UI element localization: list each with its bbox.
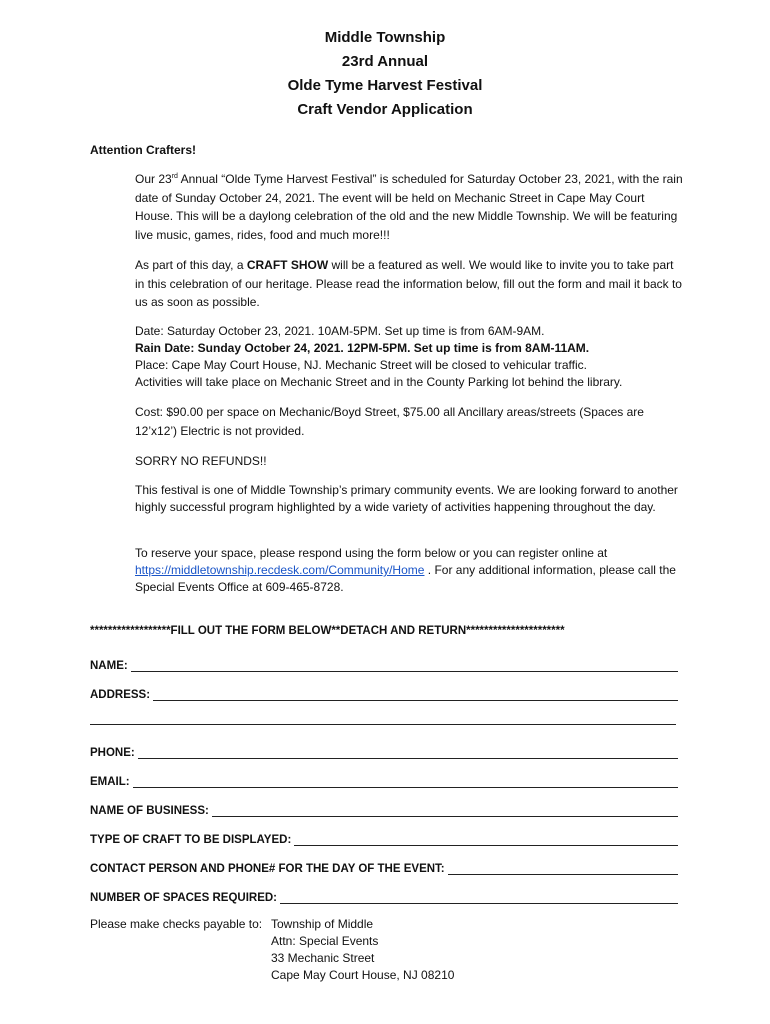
document-title	[0, 26, 770, 122]
title-line-festival: Olde Tyme Harvest Festival	[287, 77, 483, 94]
craft-type-line[interactable]	[294, 832, 678, 846]
payable-line-3: 33 Mechanic Street	[271, 951, 375, 965]
contact-line[interactable]	[448, 861, 678, 875]
title-line-township: Middle Township	[324, 29, 446, 46]
email-field[interactable]	[90, 770, 678, 788]
contact-label: CONTACT PERSON AND PHONE# FOR THE DAY OF THE EVENT:	[90, 863, 445, 875]
title-line-annual: 23rd Annual	[341, 53, 429, 70]
payable-line-4: Cape May Court House, NJ 08210	[271, 968, 455, 982]
phone-line[interactable]	[138, 745, 678, 759]
intro-paragraph-1	[135, 170, 685, 244]
event-place: Place: Cape May Court House, NJ. Mechanic Street will be closed to vehicular traffic.	[135, 358, 587, 372]
contact-field[interactable]	[90, 857, 678, 875]
event-date: Date: Saturday October 23, 2021. 10AM-5PM. Set up time is from 6AM-9AM.	[135, 324, 545, 338]
email-label: EMAIL:	[90, 776, 130, 788]
payable-intro: Please make checks payable to:	[90, 917, 263, 931]
spaces-label: NUMBER OF SPACES REQUIRED:	[90, 892, 277, 904]
intro-p2-start: As part of this day, a	[135, 258, 247, 272]
business-label: NAME OF BUSINESS:	[90, 805, 209, 817]
phone-field[interactable]	[90, 741, 678, 759]
cost-paragraph: Cost: $90.00 per space on Mechanic/Boyd Street, $75.00 all Ancillary areas/streets (Spaces are 12’x12’) Electric is not provided.	[135, 405, 644, 438]
reserve-text-end: . For any additional information, please call the Special Events Office at 609-465-8728.	[135, 563, 676, 594]
title-line-application: Craft Vendor Application	[297, 101, 473, 118]
name-label: NAME:	[90, 660, 128, 672]
intro-p2-rest: will be a featured as well. We would like to invite you to take part in this celebration of our heritage. Please read the information below, fill out the form and mail it back to us as soon as possible.	[135, 258, 682, 309]
address-label: ADDRESS:	[90, 689, 151, 701]
craft-type-label: TYPE OF CRAFT TO BE DISPLAYED:	[90, 834, 292, 846]
name-field[interactable]	[90, 654, 678, 672]
craft-show-emphasis: CRAFT SHOW	[246, 258, 329, 272]
craft-type-field[interactable]	[90, 828, 678, 846]
name-line[interactable]	[131, 658, 678, 672]
business-field[interactable]	[90, 799, 678, 817]
spaces-line[interactable]	[280, 890, 678, 904]
refund-notice: SORRY NO REFUNDS!!	[135, 454, 267, 468]
spaces-field[interactable]	[90, 886, 678, 904]
intro-p1-superscript: rd	[171, 173, 178, 180]
intro-p1-rest: Annual “Olde Tyme Harvest Festival” is scheduled for Saturday October 23, 2021, with the rain date of Sunday October 24, 2021. The event will be held on Mechanic Street in Cape May Court House. This will be a daylong celebration of the old and the new Middle Township. We will be featuring live music, games, rides, food and much more!!!	[135, 172, 683, 242]
detach-separator: ******************FILL OUT THE FORM BELOW**DETACH AND RETURN**********************	[90, 625, 565, 637]
event-activities: Activities will take place on Mechanic Street and in the County Parking lot behind the library.	[135, 375, 623, 389]
address-line[interactable]	[153, 687, 678, 701]
payable-block	[90, 916, 454, 984]
event-rain-date: Rain Date: Sunday October 24, 2021. 12PM-5PM. Set up time is from 8AM-11AM.	[135, 341, 590, 355]
phone-label: PHONE:	[90, 747, 135, 759]
festival-paragraph: This festival is one of Middle Township’s primary community events. We are looking forward to another highly successful program highlighted by a wide variety of activities happening throughout the day.	[135, 483, 678, 514]
address-line-2[interactable]	[90, 724, 676, 725]
business-line[interactable]	[212, 803, 678, 817]
reserve-paragraph	[135, 545, 685, 596]
greeting: Attention Crafters!	[90, 143, 197, 157]
registration-link[interactable]: https://middletownship.recdesk.com/Community/Home	[135, 563, 425, 577]
payable-line-1: Township of Middle	[271, 917, 374, 931]
reserve-text-start: To reserve your space, please respond using the form below or you can register online at	[135, 546, 608, 560]
intro-paragraph-2	[135, 256, 685, 312]
payable-line-2: Attn: Special Events	[271, 934, 379, 948]
intro-p1-start: Our 23	[135, 172, 172, 186]
email-line[interactable]	[133, 774, 678, 788]
event-details	[135, 323, 685, 391]
address-field[interactable]	[90, 683, 678, 701]
